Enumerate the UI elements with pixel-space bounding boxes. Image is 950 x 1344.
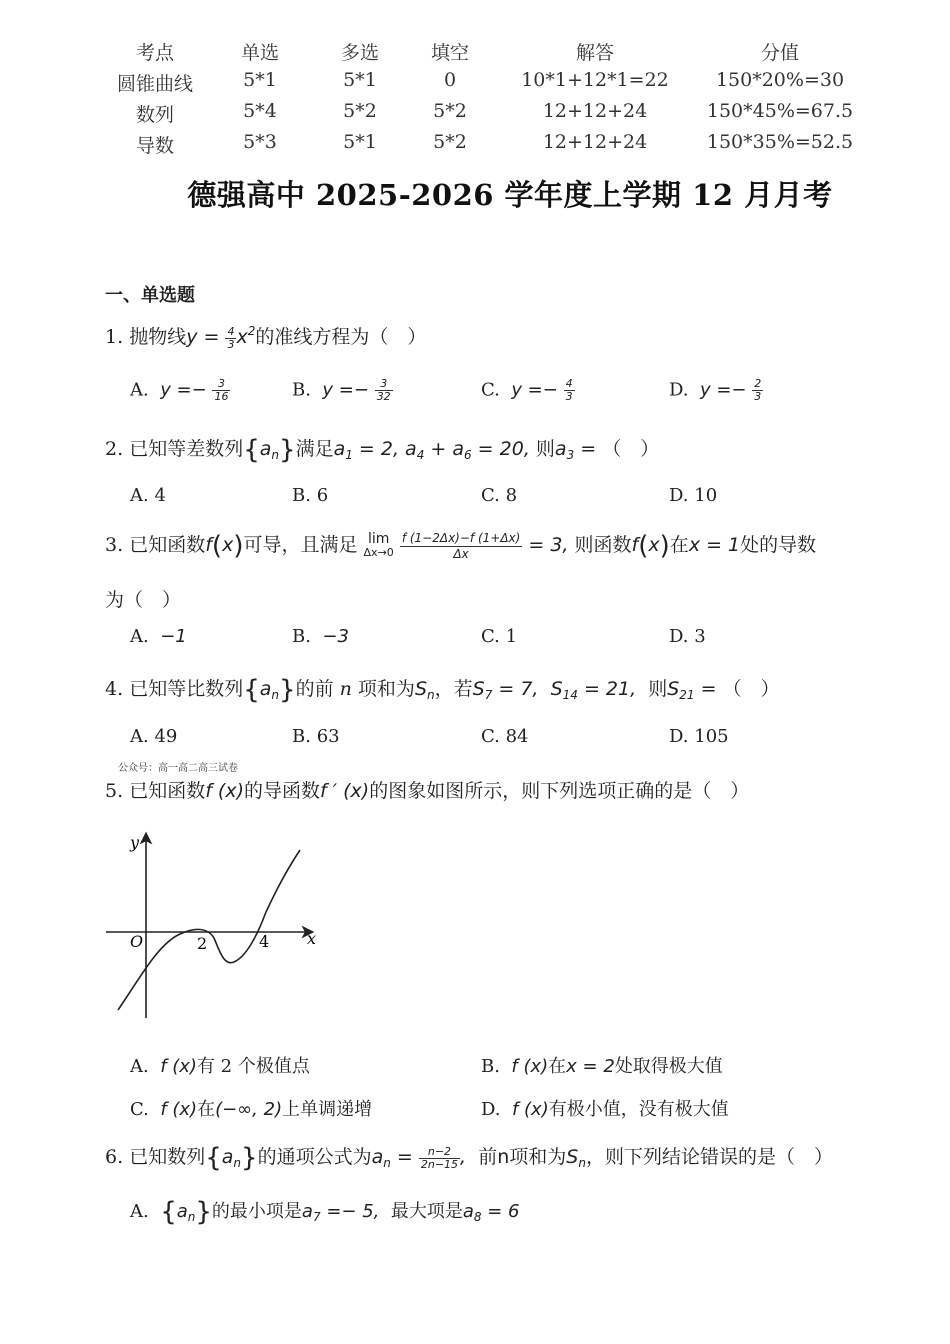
option-label: D. <box>669 626 689 647</box>
option-label: C. <box>130 1099 149 1120</box>
brace: } <box>279 435 296 465</box>
table-cell: 导数 <box>135 135 174 157</box>
question-3-wrap: 为（ ） <box>105 589 182 611</box>
math-expr: y =− <box>322 379 369 401</box>
option-text: 有 2 个极值点 <box>196 1056 310 1077</box>
numerator: f (1−2Δx)−f (1+Δx) <box>401 530 521 545</box>
denominator: 2n−15 <box>420 1157 459 1171</box>
question-text: 则函数 <box>574 534 632 556</box>
denominator: 3 <box>754 390 762 403</box>
table-cell: 5*1 <box>243 69 277 91</box>
math-expr: x <box>222 534 234 556</box>
option-text: 的最小项是 <box>211 1201 302 1222</box>
math-expr: S <box>667 678 680 700</box>
math-expr: , <box>460 1146 467 1168</box>
denominator: 3 <box>227 337 235 351</box>
subscript: 3 <box>566 448 575 462</box>
math-expr: y =− <box>699 379 747 401</box>
paren: ( <box>638 531 649 561</box>
math-expr: = 21, <box>577 678 637 700</box>
option-label: A. <box>130 379 149 401</box>
subscript: 6 <box>464 448 472 462</box>
option-label: B. <box>292 485 311 506</box>
table-cell: 150*20%=30 <box>715 69 845 91</box>
math-expr: x = 2 <box>566 1056 615 1077</box>
math-expr: f ′ (x) <box>320 780 370 802</box>
math-expr: = 7, <box>492 678 539 700</box>
option-label: D. <box>669 485 689 506</box>
option-value: 49 <box>154 726 178 747</box>
denominator: 32 <box>376 390 391 403</box>
question-text: 已知函数 <box>129 780 206 802</box>
math-expr: x <box>236 326 248 348</box>
option-d[interactable] <box>669 485 717 506</box>
question-text: 已知函数 <box>129 534 206 556</box>
subscript: 8 <box>473 1210 482 1224</box>
question-text: ，则下列结论错误的是（ ） <box>585 1146 833 1168</box>
math-expr: = <box>390 1146 413 1168</box>
option-label: C. <box>481 626 500 647</box>
table-cell: 150*45%=67.5 <box>706 100 854 122</box>
exponent: 2 <box>247 324 256 338</box>
question-text: 处的导数 <box>740 534 817 556</box>
section-title: 一、单选题 <box>105 285 195 306</box>
option-d[interactable] <box>669 626 706 647</box>
table-header-cell: 填空 <box>430 42 469 64</box>
question-4 <box>105 674 780 705</box>
table-cell: 数列 <box>135 104 174 126</box>
question-2 <box>105 434 659 465</box>
fraction <box>400 531 523 562</box>
subscript: n <box>271 688 280 702</box>
table-row <box>100 100 880 131</box>
question-number: 4. <box>105 678 124 700</box>
question-6 <box>105 1142 833 1173</box>
brace: { <box>243 675 260 705</box>
table-header-cell: 分值 <box>760 42 799 64</box>
question-text: = （ ） <box>694 678 780 700</box>
question-text: = （ ） <box>574 438 660 460</box>
numerator: 3 <box>212 378 230 391</box>
question-text: 已知等差数列 <box>129 438 244 460</box>
question-number: 2. <box>105 438 124 460</box>
option-value: 84 <box>505 726 529 747</box>
fraction <box>225 326 236 351</box>
table-header-cell: 单选 <box>240 42 279 64</box>
option-text: 处取得极大值 <box>614 1056 723 1077</box>
question-3 <box>105 530 816 562</box>
paren: ( <box>211 531 223 561</box>
option-label: D. <box>669 379 689 401</box>
question-text: 的导函数 <box>244 780 321 802</box>
fraction <box>212 378 230 403</box>
question-number: 6. <box>105 1146 124 1168</box>
paren: ) <box>659 531 670 561</box>
math-expr: (−∞, 2) <box>215 1099 283 1120</box>
option-a[interactable] <box>130 1197 519 1227</box>
question-5 <box>105 776 749 803</box>
brace: { <box>205 1143 222 1173</box>
numerator: 4 <box>565 377 573 390</box>
math-expr: a <box>259 438 272 460</box>
fraction <box>375 378 393 403</box>
watermark: 公众号：高一高二高三试卷 <box>118 763 238 774</box>
question-text: 在 <box>669 534 689 556</box>
brace: } <box>241 1143 258 1173</box>
option-value: 6 <box>316 485 329 506</box>
subscript: 7 <box>484 688 493 702</box>
math-expr: f (x) <box>511 1099 549 1120</box>
math-expr: x <box>648 534 660 556</box>
question-text: ，若 <box>434 678 473 700</box>
table-cell: 5*1 <box>343 69 377 91</box>
brace: } <box>279 675 296 705</box>
question-text: 的图象如图所示，则下列选项正确的是（ ） <box>369 780 750 802</box>
table-cell: 0 <box>443 69 457 91</box>
table-cell: 5*2 <box>433 100 467 122</box>
question-text: 的通项公式为 <box>257 1146 372 1168</box>
brace: { <box>160 1197 177 1227</box>
option-a[interactable] <box>130 626 187 647</box>
option-b[interactable] <box>292 378 393 403</box>
option-label: B. <box>292 379 311 401</box>
option-value: 63 <box>316 726 340 747</box>
subscript: n <box>187 1210 196 1224</box>
math-expr: a <box>371 1146 384 1168</box>
option-text: 在 <box>197 1099 216 1120</box>
table-cell: 5*1 <box>343 131 377 153</box>
table-row <box>100 131 880 162</box>
math-expr: f (x) <box>160 1056 197 1077</box>
subscript: 1 <box>345 448 353 462</box>
math-expr: x = 1 <box>688 534 741 556</box>
subscript: 4 <box>416 448 425 462</box>
numerator: 2 <box>754 377 762 390</box>
option-text: 在 <box>548 1056 567 1077</box>
option-text: 上单调递增 <box>282 1099 373 1120</box>
math-expr: S <box>550 678 563 700</box>
table-cell: 5*2 <box>343 100 377 122</box>
option-d[interactable] <box>669 726 729 747</box>
denominator: 3 <box>565 390 573 403</box>
option-label: C. <box>481 726 500 747</box>
fraction <box>419 1146 460 1171</box>
derivative-graph <box>100 828 330 1024</box>
limit-label: lim <box>367 531 390 547</box>
question-text: 已知数列 <box>129 1146 206 1168</box>
option-value: −3 <box>322 626 349 647</box>
math-expr: f (x) <box>160 1099 198 1120</box>
table-cell: 12+12+24 <box>542 131 648 153</box>
math-expr: a <box>452 438 464 460</box>
table-cell: 10*1+12*1=22 <box>521 69 669 91</box>
option-label: C. <box>481 485 500 506</box>
option-label: A. <box>130 726 149 747</box>
option-c[interactable] <box>481 378 575 403</box>
option-b[interactable] <box>292 485 328 506</box>
subscript: 7 <box>312 1210 321 1224</box>
question-text: 项和为 <box>357 678 415 700</box>
question-text: 满足 <box>295 438 334 460</box>
exam-title: 德强高中 2025-2026 学年度上学期 12 月月考 <box>187 178 833 212</box>
option-label: D. <box>669 726 689 747</box>
math-expr: S <box>472 678 485 700</box>
math-expr: y =− <box>160 379 207 401</box>
math-expr: = 20, <box>471 438 530 460</box>
option-c[interactable] <box>481 626 517 647</box>
math-expr: a <box>301 1201 313 1222</box>
tick-label: 4 <box>259 932 270 951</box>
option-a[interactable] <box>130 378 230 403</box>
question-text: 可导，且满足 <box>243 534 358 556</box>
option-b[interactable] <box>292 726 340 747</box>
math-expr: f <box>205 534 212 556</box>
option-label: D. <box>481 1099 501 1120</box>
table-cell: 5*4 <box>243 100 277 122</box>
subscript: 21 <box>679 688 695 702</box>
paren: ) <box>233 531 244 561</box>
table-cell: 5*2 <box>433 131 467 153</box>
math-expr: a <box>176 1201 188 1222</box>
math-expr: = 6 <box>481 1201 520 1222</box>
math-expr: f (x) <box>511 1056 549 1077</box>
question-text: 的前 <box>295 678 334 700</box>
table-header-cell: 多选 <box>340 42 379 64</box>
math-expr: S <box>414 678 427 700</box>
limit <box>364 532 394 560</box>
subscript: n <box>383 1156 391 1170</box>
question-number: 5. <box>105 780 124 802</box>
math-expr: y = <box>186 326 220 348</box>
math-expr: =− 5, <box>320 1201 380 1222</box>
question-1 <box>105 322 426 351</box>
option-text: 有极小值，没有极大值 <box>548 1099 729 1120</box>
option-a[interactable] <box>130 1052 310 1078</box>
option-label: A. <box>130 1056 149 1077</box>
option-value: 10 <box>694 485 718 506</box>
math-expr: + <box>424 438 453 460</box>
math-expr: y =− <box>511 379 558 401</box>
question-text: 则 <box>535 438 555 460</box>
question-text: 则 <box>648 678 668 700</box>
option-d[interactable] <box>669 378 763 403</box>
option-label: C. <box>481 379 500 401</box>
option-b[interactable] <box>292 626 349 647</box>
brace: } <box>195 1197 212 1227</box>
option-c[interactable] <box>130 1095 372 1121</box>
math-expr: n <box>497 1146 510 1168</box>
option-label: B. <box>481 1056 500 1077</box>
math-expr: n <box>339 678 352 700</box>
option-label: B. <box>292 626 311 647</box>
numerator: n−2 <box>419 1146 460 1159</box>
option-a[interactable] <box>130 485 166 506</box>
denominator: Δx <box>453 546 469 561</box>
numerator: 4 <box>227 324 235 338</box>
option-text: 最大项是 <box>390 1201 463 1222</box>
option-label: A. <box>130 626 149 647</box>
table-header-cell: 解答 <box>575 42 614 64</box>
option-b[interactable] <box>481 1052 723 1078</box>
math-expr: a <box>462 1201 474 1222</box>
question-text: 抛物线 <box>129 326 187 348</box>
subscript: n <box>271 448 280 462</box>
table-row <box>100 69 880 100</box>
table-cell: 圆锥曲线 <box>116 73 193 95</box>
question-number: 1. <box>105 326 124 348</box>
table-header-cell: 考点 <box>135 42 174 64</box>
option-value: 1 <box>505 626 518 647</box>
option-value: −1 <box>160 626 187 647</box>
table-header-row <box>100 38 880 69</box>
option-value: 3 <box>694 626 706 647</box>
question-number: 3. <box>105 534 124 556</box>
math-expr: = 2, <box>352 438 406 460</box>
y-label: y <box>130 833 140 852</box>
option-c[interactable] <box>481 726 529 747</box>
question-text: 项和为 <box>509 1146 567 1168</box>
fraction <box>564 378 575 403</box>
math-expr: S <box>566 1146 579 1168</box>
denominator: 16 <box>214 390 229 403</box>
math-expr: a <box>554 438 567 460</box>
tick-label: 2 <box>197 934 208 953</box>
table-cell: 5*3 <box>243 131 277 153</box>
option-label: B. <box>292 726 311 747</box>
math-expr: a <box>221 1146 234 1168</box>
option-c[interactable] <box>481 485 517 506</box>
math-expr: a <box>405 438 417 460</box>
math-expr: f <box>631 534 639 556</box>
option-value: 105 <box>694 726 729 747</box>
option-label: A. <box>130 485 149 506</box>
x-label: x <box>307 929 317 948</box>
option-value: 8 <box>505 485 518 506</box>
subscript: n <box>233 1156 242 1170</box>
subscript: 14 <box>562 688 578 702</box>
brace: { <box>243 435 260 465</box>
math-expr: f (x) <box>205 780 245 802</box>
fraction <box>752 378 763 403</box>
option-a[interactable] <box>130 726 177 747</box>
option-label: A. <box>130 1201 149 1222</box>
math-expr: a <box>333 438 346 460</box>
origin-label: O <box>130 932 144 951</box>
table-cell: 150*35%=52.5 <box>706 131 854 153</box>
table-cell: 12+12+24 <box>542 100 648 122</box>
subscript: n <box>578 1156 586 1170</box>
option-d[interactable] <box>481 1095 729 1121</box>
math-expr: a <box>259 678 272 700</box>
question-text: 已知等比数列 <box>129 678 244 700</box>
numerator: 3 <box>375 378 393 391</box>
question-text: 前 <box>478 1146 498 1168</box>
option-value: 4 <box>154 485 166 506</box>
question-text: 的准线方程为（ ） <box>255 326 427 348</box>
limit-subscript: Δx→0 <box>363 546 394 559</box>
subscript: n <box>427 688 435 702</box>
math-expr: = 3, <box>528 534 569 556</box>
score-table <box>100 38 880 162</box>
